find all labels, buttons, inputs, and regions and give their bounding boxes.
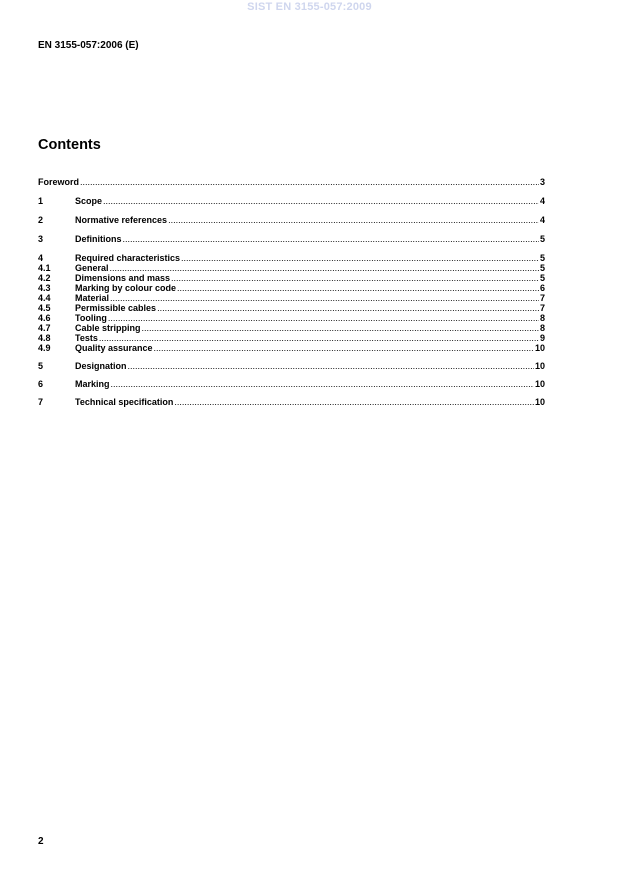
toc-entry[interactable] (38, 283, 545, 293)
toc-dot-leader (123, 234, 539, 244)
toc-dot-leader (103, 196, 539, 206)
toc-entry-number: 5 (38, 361, 44, 371)
toc-dot-leader (110, 263, 539, 273)
toc-dot-leader (168, 215, 539, 225)
toc-entry-number: 6 (38, 379, 44, 389)
toc-entry-page: 10 (534, 361, 545, 371)
toc-dot-leader (154, 343, 534, 353)
toc-entry-page: 8 (539, 323, 545, 333)
toc-entry-title: Marking by colour code (75, 283, 177, 293)
toc-entry-title: Designation (75, 361, 127, 371)
toc-entry-page: 9 (539, 333, 545, 343)
toc-entry-number: 4.1 (38, 263, 51, 273)
toc-dot-leader (111, 379, 534, 389)
toc-entry-title: Scope (75, 196, 103, 206)
toc-entry-page: 5 (539, 253, 545, 263)
toc-entry[interactable] (38, 215, 545, 225)
toc-entry-number: 3 (38, 234, 44, 244)
toc-entry-title: Technical specification (75, 397, 174, 407)
toc-entry-number: 4.8 (38, 333, 51, 343)
toc-entry-number: 4.9 (38, 343, 51, 353)
toc-entry[interactable] (38, 253, 545, 263)
toc-entry-title: Foreword (38, 177, 80, 187)
toc-entry-page: 6 (539, 283, 545, 293)
toc-entry[interactable] (38, 361, 545, 371)
toc-entry[interactable] (38, 397, 545, 407)
toc-dot-leader (181, 253, 539, 263)
toc-entry[interactable] (38, 196, 545, 206)
toc-entry-number: 4.3 (38, 283, 51, 293)
toc-dot-leader (99, 333, 539, 343)
toc-entry-page: 10 (534, 379, 545, 389)
toc-entry[interactable] (38, 293, 545, 303)
toc-dot-leader (110, 293, 539, 303)
toc-entry-title: Quality assurance (75, 343, 153, 353)
toc-entry-number: 2 (38, 215, 44, 225)
toc-dot-leader (128, 361, 534, 371)
toc-dot-leader (80, 177, 539, 187)
toc-entry-number: 4.5 (38, 303, 51, 313)
toc-entry[interactable] (38, 234, 545, 244)
toc-entry-title: Permissible cables (75, 303, 157, 313)
toc-entry-page: 7 (539, 303, 545, 313)
toc-dot-leader (174, 397, 534, 407)
toc-dot-leader (108, 313, 539, 323)
toc-dot-leader (177, 283, 539, 293)
toc-entry-page: 4 (539, 215, 545, 225)
toc-entry-page: 5 (539, 234, 545, 244)
table-of-contents (38, 177, 545, 407)
toc-entry[interactable] (38, 263, 545, 273)
toc-entry-title: Material (75, 293, 110, 303)
watermark: SIST EN 3155-057:2009 (247, 1, 372, 13)
toc-entry[interactable] (38, 343, 545, 353)
page-number: 2 (38, 836, 44, 847)
toc-entry-title: Cable stripping (75, 323, 141, 333)
toc-entry-title: Definitions (75, 234, 122, 244)
toc-entry-page: 3 (539, 177, 545, 187)
toc-entry-page: 5 (539, 273, 545, 283)
toc-entry-page: 8 (539, 313, 545, 323)
toc-entry-number: 4.4 (38, 293, 51, 303)
toc-entry[interactable] (38, 379, 545, 389)
toc-entry-title: Required characteristics (75, 253, 181, 263)
toc-entry-number: 4 (38, 253, 44, 263)
toc-entry-page: 7 (539, 293, 545, 303)
toc-entry-title: Dimensions and mass (75, 273, 171, 283)
toc-entry-number: 1 (38, 196, 44, 206)
toc-entry-page: 10 (534, 343, 545, 353)
toc-entry-title: Tests (75, 333, 98, 343)
toc-entry[interactable] (38, 313, 545, 323)
toc-entry-title: Marking (75, 379, 110, 389)
toc-dot-leader (142, 323, 539, 333)
page-title: Contents (38, 137, 101, 153)
toc-entry[interactable] (38, 177, 545, 187)
toc-entry-title: Normative references (75, 215, 168, 225)
toc-entry[interactable] (38, 303, 545, 313)
toc-entry-number: 4.2 (38, 273, 51, 283)
toc-dot-leader (171, 273, 539, 283)
toc-entry[interactable] (38, 323, 545, 333)
toc-entry-number: 4.6 (38, 313, 51, 323)
toc-entry-page: 10 (534, 397, 545, 407)
toc-entry-number: 7 (38, 397, 44, 407)
toc-entry-number: 4.7 (38, 323, 51, 333)
toc-entry-title: General (75, 263, 109, 273)
toc-entry-title: Tooling (75, 313, 107, 323)
toc-entry[interactable] (38, 333, 545, 343)
toc-entry-page: 4 (539, 196, 545, 206)
toc-entry[interactable] (38, 273, 545, 283)
document-id: EN 3155-057:2006 (E) (38, 40, 139, 51)
toc-dot-leader (157, 303, 539, 313)
toc-entry-page: 5 (539, 263, 545, 273)
